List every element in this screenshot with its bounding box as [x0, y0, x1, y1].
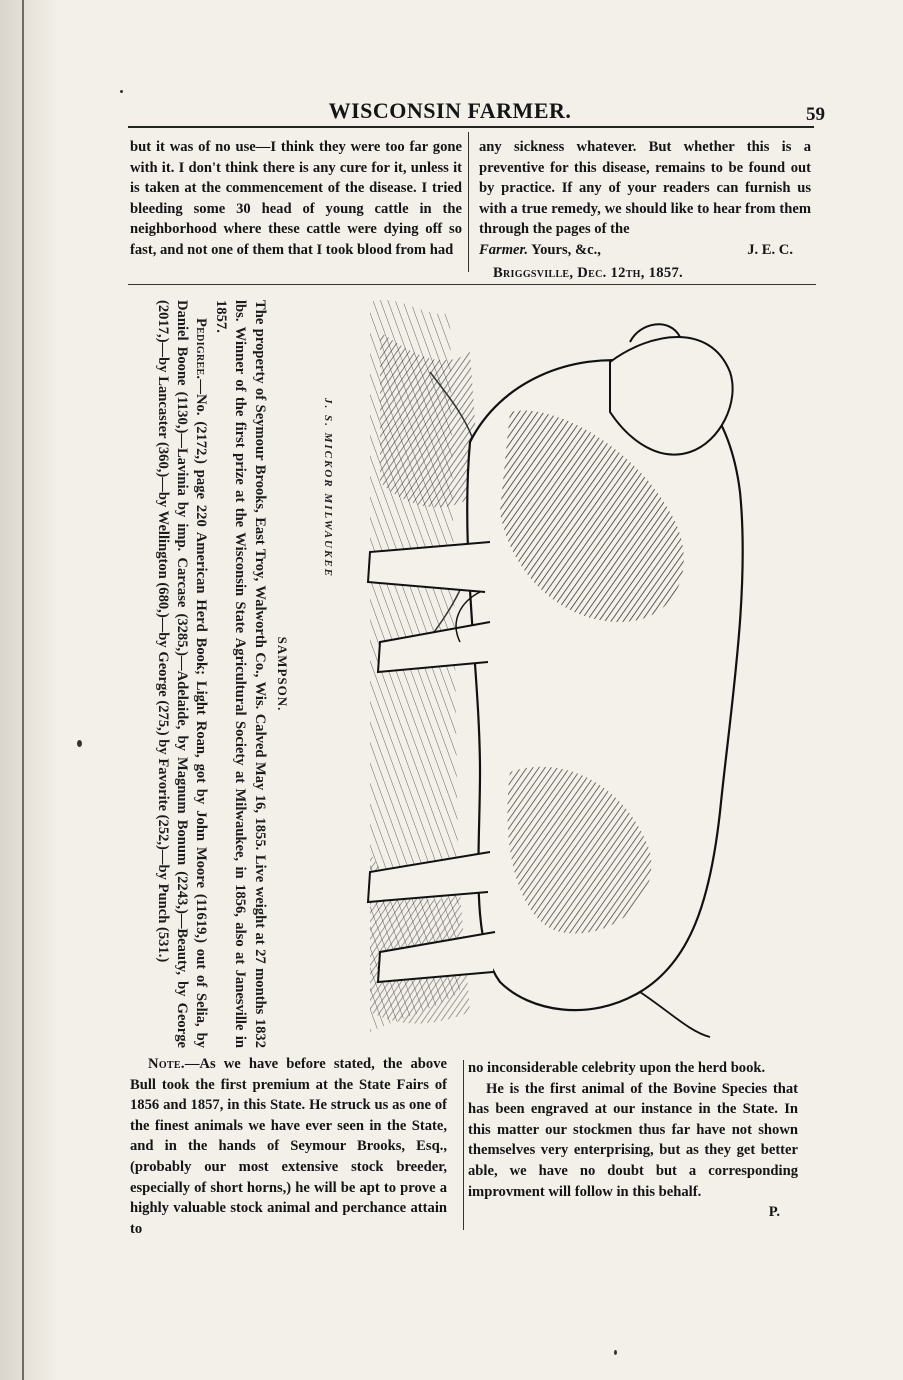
paper-speck — [120, 90, 123, 93]
bovine-paragraph-text: He is the first animal of the Bovine Species that has been engraved at our instance in the State. In this matter our stockmen thus far have not shown themselves very enterprising, but as they get better able, we have no doubt but a corresponding improvment will follow in this behalf. — [468, 1080, 798, 1200]
column-divider-top — [468, 132, 469, 272]
engraving-caption — [132, 300, 292, 1048]
continued-paragraph: no inconsiderable celebrity upon the herd book. — [468, 1060, 766, 1076]
pedigree-label: Pedigree. — [193, 318, 210, 380]
bull-engraving — [310, 292, 770, 1044]
binding-edge-line — [22, 0, 24, 1380]
letter-initials: J. E. C. — [747, 241, 793, 258]
journal-name: Farmer. — [479, 241, 529, 258]
running-head-title: WISCONSIN FARMER. — [328, 98, 572, 123]
bottom-left-column — [130, 1054, 447, 1239]
top-left-column — [130, 137, 462, 261]
note-label: Note. — [148, 1056, 185, 1072]
illustration-title: SAMPSON. — [275, 636, 290, 712]
signoff-line — [468, 1202, 798, 1223]
note-text: —As we have before stated, the above Bull took the first premium at the State Fairs of 1856 and 1857, in this State. He struck us as one of the finest animals we have ever seen in the State, and in the hands of Seymour Brooks, Esq., (probably our most extensive stock breeder, especially of short horns,) he will be apt to prove a highly valuable stock animal and perchance attain to — [130, 1056, 447, 1237]
header-rule — [128, 126, 814, 128]
note-paragraph — [130, 1054, 447, 1239]
bottom-right-column — [468, 1058, 798, 1223]
signoff-initial: P. — [768, 1204, 780, 1221]
letter-body: any sickness whatever. But whether this is a preventive for this disease, remains to be found out by practice. If any of your readers can furnish us with a true remedy, we should like to hear from them through the pages of the — [479, 139, 811, 238]
pedigree-paragraph — [152, 300, 210, 1048]
engraver-credit: J. S. MICKOR MILWAUKEE — [322, 398, 334, 579]
letter-signature-line — [479, 240, 811, 261]
book-binding-shadow — [0, 0, 58, 1380]
page-number: 59 — [806, 104, 825, 125]
top-right-paragraph — [479, 137, 811, 240]
paper-speck — [77, 740, 82, 747]
bovine-paragraph — [468, 1079, 798, 1203]
letter-place-date: Briggsville, Dec. 12th, 1857. — [493, 264, 683, 281]
column-divider-bottom — [463, 1060, 464, 1230]
section-rule — [128, 284, 816, 285]
letter-closing: Yours, &c., — [531, 241, 601, 258]
top-left-paragraph: but it was of no use—I think they were too far gone with it. I don't think there is any cure for it, unless it is taken at the commencement of the disease. I tried bleeding some 30 head of young cattle in the neighborhood where these cattle were dying off so fast, and not one of them that I took blood from had — [130, 139, 462, 258]
caption-description: The property of Seymour Brooks, East Troy, Walworth Co., Wis. Calved May 16, 1855. Live weight at 27 months 1832 lbs. Winner of the first prize at the Wisconsin State Agricultural Society at Milwaukee, in 1856, also at Janesville in 1857. — [212, 300, 268, 1048]
paper-speck — [614, 1350, 617, 1355]
pedigree-text: —No. (2172,) page 220 American Herd Book; Light Roan, got by John Moore (11619,) out of Selia, by Daniel Boone (1130,)—Lavinia by imp. Carcase (3285,)—Adelaide, by Magnum Bonum (2243,)—Beauty, by George (2017,)—by Lancaster (360,)—by Wellington (680,)—by George (275,) by Favorite (252,)—by Punch (531.) — [154, 300, 210, 1048]
top-right-column — [479, 137, 811, 283]
